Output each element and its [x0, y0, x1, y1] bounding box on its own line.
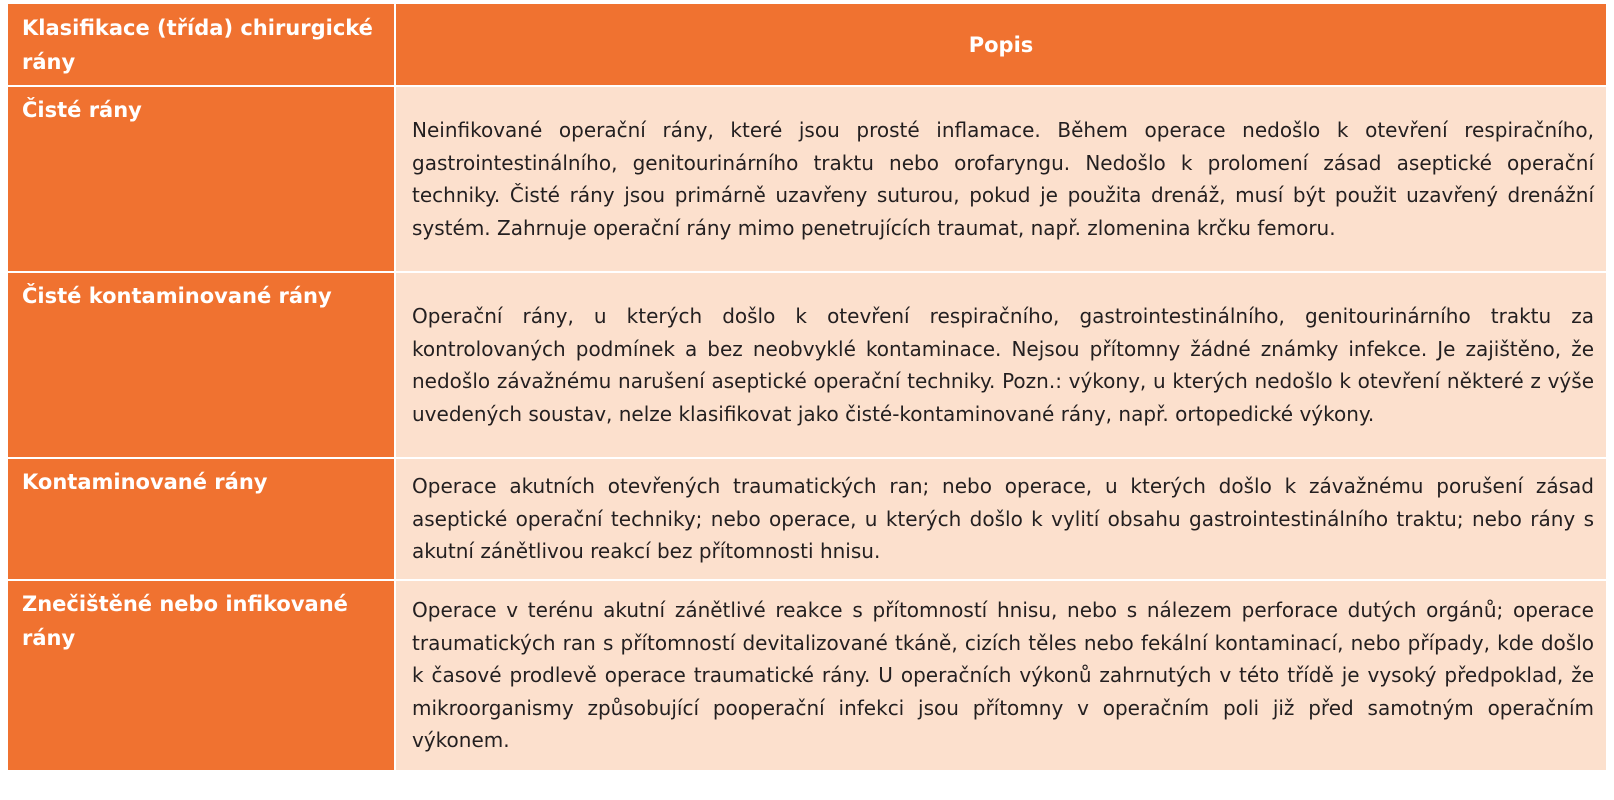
- row-description: Operace akutních otevřených traumatických ran; nebo operace, u kterých došlo k závažnému porušení zásad aseptické operační techniky; nebo operace, u kterých došlo k vylití obsahu gastrointestinálního traktu; nebo rány s akutní zánětlivou reakcí bez přítomnosti hnisu.: [395, 458, 1606, 580]
- row-classification: Čisté rány: [8, 86, 395, 272]
- table-row: [8, 458, 1606, 580]
- row-classification: Kontaminované rány: [8, 458, 395, 580]
- row-classification: Čisté kontaminované rány: [8, 272, 395, 458]
- table-row: [8, 272, 1606, 458]
- table-header-row: [8, 4, 1606, 86]
- row-classification: Znečištěné nebo infikované rány: [8, 580, 395, 771]
- table-row: [8, 580, 1606, 771]
- row-description: Operační rány, u kterých došlo k otevření respiračního, gastrointestinálního, genitourinárního traktu za kontrolovaných podmínek a bez neobvyklé kontaminace. Nejsou přítomny žádné známky infekce. Je zajištěno, že nedošlo závažnému narušení aseptické operační techniky. Pozn.: výkony, u kterých nedošlo k otevření některé z výše uvedených soustav, nelze klasifikovat jako čisté-kontaminované rány, např. ortopedické výkony.: [395, 272, 1606, 458]
- row-description: Neinfikované operační rány, které jsou prosté inflamace. Během operace nedošlo k otevření respiračního, gastrointestinálního, genitourinárního traktu nebo orofaryngu. Nedošlo k prolomení zásad aseptické operační techniky. Čisté rány jsou primárně uzavřeny suturou, pokud je použita drenáž, musí být použit uzavřený drenážní systém. Zahrnuje operační rány mimo penetrujících traumat, např. zlomenina krčku femoru.: [395, 86, 1606, 272]
- wound-classification-table: [8, 4, 1606, 772]
- header-description: Popis: [395, 4, 1606, 86]
- header-classification: Klasifikace (třída) chirurgické rány: [8, 4, 395, 86]
- row-description: Operace v terénu akutní zánětlivé reakce s přítomností hnisu, nebo s nálezem perforace dutých orgánů; operace traumatických ran s přítomností devitalizované tkáně, cizích těles nebo fekální kontaminací, nebo případy, kde došlo k časové prodlevě operace traumatické rány. U operačních výkonů zahrnutých v této třídě je vysoký předpoklad, že mikroorganismy způsobující pooperační infekci jsou přítomny v operačním poli již před samotným operačním výkonem.: [395, 580, 1606, 771]
- table-row: [8, 86, 1606, 272]
